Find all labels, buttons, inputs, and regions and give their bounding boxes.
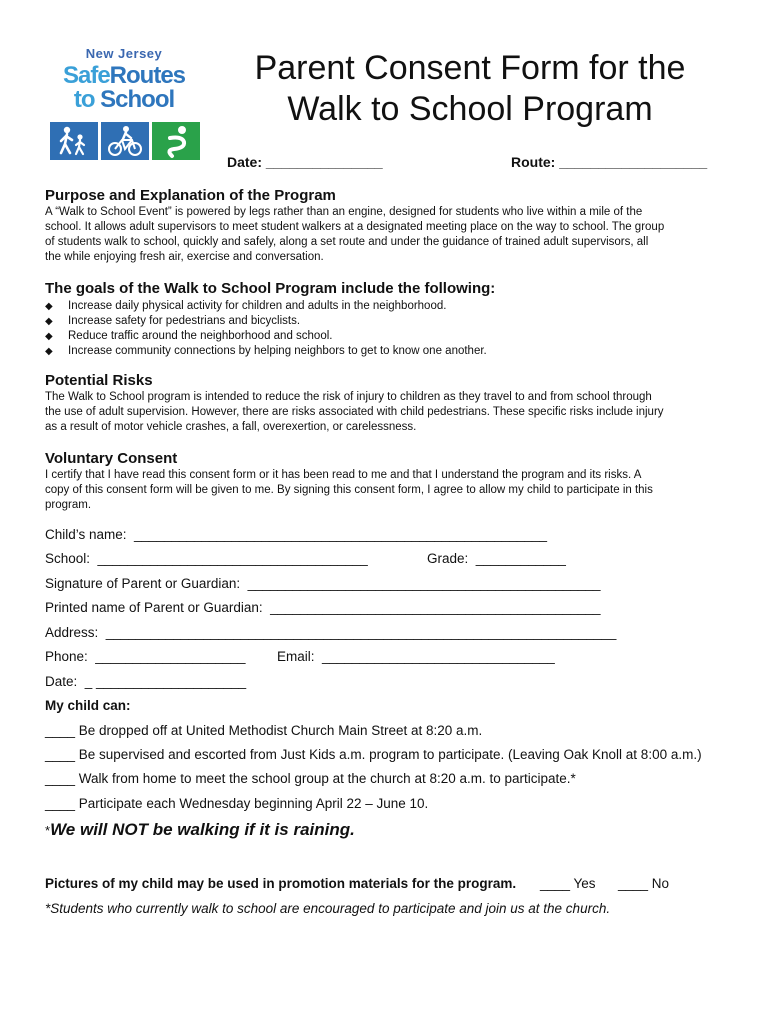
goal-text: Increase community connections by helping neighbors to get to know one another.: [68, 345, 487, 357]
goal-text: Reduce traffic around the neighborhood and school.: [68, 330, 333, 342]
logo-state-text: New Jersey: [85, 46, 163, 61]
safe-routes-logo: [46, 46, 202, 164]
route-field[interactable]: Route: ___________________: [511, 154, 708, 170]
photo-no-option[interactable]: ____ No: [618, 876, 670, 891]
list-item: [45, 329, 725, 344]
bullet-icon: ◆: [45, 331, 53, 342]
risks-line: The Walk to School program is intended to reduce the risk of injury to children as they travel to and from school through: [45, 391, 652, 403]
option-item[interactable]: ____ Walk from home to meet the school group at the church at 8:20 a.m. to participate.*: [45, 771, 576, 786]
consent-line: copy of this consent form will be given to me. By signing this consent form, I agree to allow my child to participate in this: [45, 484, 653, 496]
child-name-field[interactable]: Child’s name: _______________________________________________________: [45, 527, 547, 542]
email-field[interactable]: Email: _______________________________: [277, 649, 555, 664]
risks-heading: Potential Risks: [45, 372, 153, 389]
purpose-line: the while enjoying fresh air, exercise and conversation.: [45, 251, 324, 263]
logo-word-school: School: [100, 86, 175, 113]
bullet-icon: ◆: [45, 346, 53, 357]
option-item[interactable]: ____ Be dropped off at United Methodist Church Main Street at 8:20 a.m.: [45, 723, 483, 738]
risks-section: [45, 371, 725, 435]
phone-field[interactable]: Phone: ____________________: [45, 649, 246, 664]
goals-heading: The goals of the Walk to School Program include the following:: [45, 280, 496, 297]
printed-name-field[interactable]: Printed name of Parent or Guardian: ____________________________________________: [45, 600, 601, 615]
bicycle-icon: [101, 122, 149, 160]
list-item: [45, 314, 725, 329]
crossing-guard-icon: [152, 122, 200, 160]
list-item: [45, 299, 725, 314]
title-line-2: Walk to School Program: [287, 90, 653, 128]
options-heading: My child can:: [45, 698, 131, 713]
logo-tiles: [50, 122, 200, 160]
purpose-line: school. It allows adult supervisors to meet student walkers at a designated meeting place on the way to school. The group: [45, 221, 665, 233]
consent-line: I certify that I have read this consent form or it has been read to me and that I understand the program and its risks. A: [45, 469, 642, 481]
title-line-1: Parent Consent Form for the: [254, 49, 686, 87]
purpose-line: of students walk to school, quickly and safely, along a set route and under the guidance of trained adult supervisors, all: [45, 236, 649, 248]
goals-section: [45, 279, 725, 359]
purpose-line: A “Walk to School Event” is powered by legs rather than an engine, designed for students who live within a mile of the: [45, 206, 643, 218]
signature-field[interactable]: Signature of Parent or Guardian: _______________________________________________: [45, 576, 601, 591]
page-title: [220, 48, 720, 130]
photo-yes-option[interactable]: ____ Yes: [540, 876, 596, 891]
address-field[interactable]: Address: ____________________________________________________________________: [45, 625, 617, 640]
logo-line-3: [46, 88, 202, 112]
consent-section: [45, 449, 725, 513]
consent-heading: Voluntary Consent: [45, 450, 178, 467]
logo-word-safe: Safe: [62, 62, 110, 89]
purpose-heading: Purpose and Explanation of the Program: [45, 187, 336, 204]
bullet-icon: ◆: [45, 301, 53, 312]
risks-line: the use of adult supervision. However, there are risks associated with child pedestrians. These specific risks include injury: [45, 406, 664, 418]
option-item[interactable]: ____ Be supervised and escorted from Just Kids a.m. program to participate. (Leaving Oak Knoll at 8:00 a.m.): [45, 747, 702, 762]
grade-field[interactable]: Grade: ____________: [427, 551, 566, 566]
logo-word-to: to: [73, 86, 101, 113]
warning-asterisk: *: [45, 823, 51, 838]
goal-text: Increase safety for pedestrians and bicyclists.: [68, 315, 301, 327]
footnote: *Students who currently walk to school are encouraged to participate and join us at the church.: [45, 901, 611, 916]
walking-people-icon: [50, 122, 98, 160]
logo-line-2: [46, 64, 202, 88]
rain-warning: [45, 821, 355, 840]
bullet-icon: ◆: [45, 316, 53, 327]
signature-date-field[interactable]: Date: _ ____________________: [45, 674, 247, 689]
date-field[interactable]: Date: _______________: [227, 154, 383, 170]
logo-word-routes: Routes: [109, 62, 186, 89]
goal-text: Increase daily physical activity for children and adults in the neighborhood.: [68, 300, 447, 312]
consent-line: program.: [45, 499, 92, 511]
purpose-section: [45, 186, 725, 265]
list-item: [45, 344, 725, 359]
goals-list: [45, 299, 725, 359]
warning-text: We will NOT be walking if it is raining.: [50, 820, 355, 839]
option-item[interactable]: ____ Participate each Wednesday beginning April 22 – June 10.: [45, 796, 429, 811]
risks-line: as a result of motor vehicle crashes, a fall, overexertion, or carelessness.: [45, 421, 417, 433]
school-field[interactable]: School: ____________________________________: [45, 551, 368, 566]
photo-consent-question: Pictures of my child may be used in promotion materials for the program.: [45, 876, 517, 891]
